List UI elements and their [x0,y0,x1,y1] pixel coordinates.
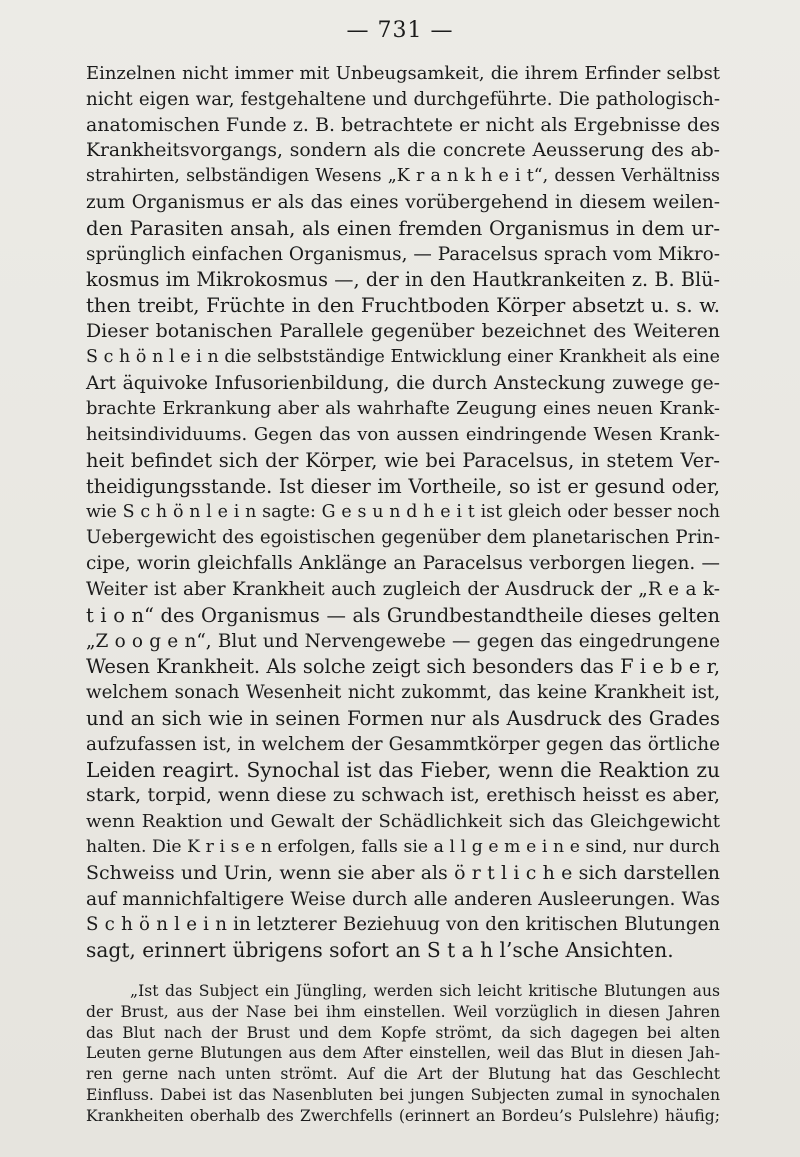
text-line: Schweiss und Urin, wenn sie aber als ö r t l i c h e sich darstellen [86,861,720,884]
quote-line: „Ist das Subject ein Jüngling, werden sich leicht kritische Blutungen aus [130,982,720,1000]
text-line: zum Organismus er als das eines vorübergehend in diesem weilen- [86,191,720,213]
text-line: Wesen Krankheit. Als solche zeigt sich besonders das F i e b e r, [86,655,720,679]
text-line: Uebergewicht des egoistischen gegenüber dem planetarischen Prin- [86,527,720,549]
text-line: anatomischen Funde z. B. betrachtete er nicht als Ergebnisse des [86,113,720,136]
text-line: Dieser botanischen Parallele gegenüber bezeichnet des Weiteren [86,319,720,342]
text-line: cipe, worin gleichfalls Anklänge an Paracelsus verborgen liegen. — [86,553,720,575]
text-line: sagt, erinnert übrigens sofort an S t a h l’sche Ansichten. [86,938,674,963]
text-line: Weiter ist aber Krankheit auch zugleich der Ausdruck der „R e a k- [86,578,720,600]
text-line: strahirten, selbständigen Wesens „K r a n k h e i t“, dessen Verhältniss [86,166,720,187]
text-line: halten. Die K r i s e n erfolgen, falls sie a l l g e m e i n e sind, nur durch [86,836,720,857]
text-line: heitsindividuums. Gegen das von aussen eindringende Wesen Krank- [86,424,720,446]
text-line: wenn Reaktion und Gewalt der Schädlichkeit sich das Gleichgewicht [86,811,720,833]
text-line: t i o n“ des Organismus — als Grundbestandtheile dieses gelten [86,603,720,627]
quotation-block [86,981,720,1127]
quote-line: ren gerne nach unten strömt. Auf die Art der Blutung hat das Geschlecht [86,1065,720,1084]
quote-line: Krankheiten oberhalb des Zwerchfells (erinnert an Bordeu’s Pulslehre) häufig; [86,1106,720,1125]
text-line: Einzelnen nicht immer mit Unbeugsamkeit, die ihrem Erfinder selbst [86,63,720,84]
quote-line: Einfluss. Dabei ist das Nasenbluten bei jungen Subjecten zumal in synochalen [86,1085,720,1104]
text-line: S c h ö n l e i n die selbstständige Entwicklung einer Krankheit als eine [86,346,720,367]
text-line: auf mannichfaltigere Weise durch alle anderen Ausleerungen. Was [86,888,720,910]
text-line: wie S c h ö n l e i n sagte: G e s u n d h e i t ist gleich oder besser noch [86,501,720,522]
text-line: stark, torpid, wenn diese zu schwach ist, erethisch heisst es aber, [86,784,720,807]
text-line: nicht eigen war, festgehaltene und durchgeführte. Die pathologisch- [86,88,720,110]
text-line: Krankheitsvorgangs, sondern als die concrete Aeusserung des ab- [86,140,720,162]
quote-line: der Brust, aus der Nase bei ihm einstellen. Weil vorzüglich in diesen Jahren [86,1002,720,1021]
text-line: „Z o o g e n“, Blut und Nervengewebe — gegen das eingedrungene [86,630,720,652]
text-line: den Parasiten ansah, als einen fremden Organismus in dem ur- [86,216,720,240]
text-line: und an sich wie in seinen Formen nur als Ausdruck des Grades [86,706,720,730]
text-line: aufzufassen ist, in welchem der Gesammtkörper gegen das örtliche [86,733,720,755]
quote-line: das Blut nach der Brust und dem Kopfe strömt, da sich dagegen bei alten [86,1023,720,1042]
page-number: — 731 — [346,18,454,43]
text-line: S c h ö n l e i n in letzterer Beziehuug von den kritischen Blutungen [86,914,720,936]
text-line: heit befindet sich der Körper, wie bei Paracelsus, in stetem Ver- [86,448,720,472]
text-line: Art äquivoke Infusorienbildung, die durch Ansteckung zuwege ge- [86,372,720,394]
text-line: theidigungsstande. Ist dieser im Vortheile, so ist er gesund oder, [86,474,720,498]
main-text-block [86,61,720,964]
text-line: kosmus im Mikrokosmus —, der in den Hautkrankeiten z. B. Blü- [86,268,720,292]
text-line: sprünglich einfachen Organismus, — Paracelsus sprach vom Mikro- [86,243,720,265]
text-line: then treibt, Früchte in den Fruchtboden Körper absetzt u. s. w. [86,294,720,318]
text-line: welchem sonach Wesenheit nicht zukommt, das keine Krankheit ist, [86,682,720,704]
text-line: Leiden reagirt. Synochal ist das Fieber, wenn die Reaktion zu [86,757,720,782]
quote-line: Leuten gerne Blutungen aus dem After einstellen, weil das Blut in diesen Jah- [86,1044,720,1063]
text-line: brachte Erkrankung aber als wahrhafte Zeugung eines neuen Krank- [86,398,720,420]
